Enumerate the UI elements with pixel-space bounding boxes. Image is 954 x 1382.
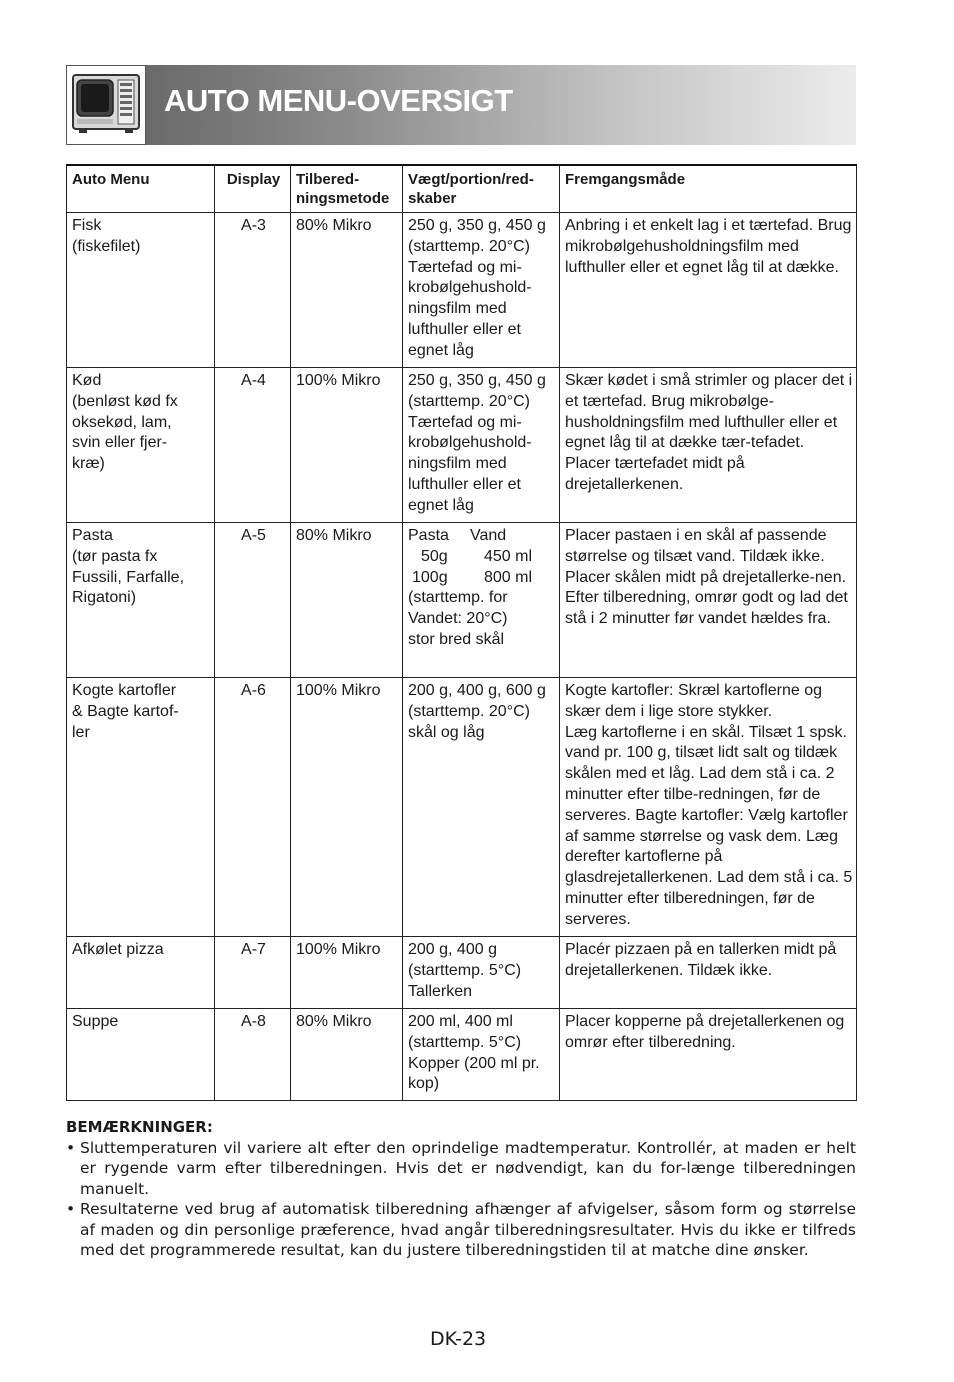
note-text: Sluttemperaturen vil variere alt efter den oprindelige madtemperatur. Kontrollér, at maden er helt er rygende varm efter tilberedningen. Hvis det er nødvendigt, kan du for-længe tilberedningen manuelt. [80,1138,856,1198]
pasta-amount: 50g [421,547,448,565]
display-code-cell: A-3 [215,213,291,368]
method-cell: 80% Mikro [291,1009,403,1101]
table-row [67,937,857,1009]
note-text: Resultaterne ved brug af automatisk tilberedning afhænger af afvigelser, såsom form og størrelse af maden og din personlige præference, hvad angår tilberedningsresultater. Hvis du ikke er tilfreds med det programmerede resultat, kan du justere tilberedningstiden til at matche dine ønsker. [80,1200,856,1259]
microwave-icon [66,65,146,145]
bullet-icon: • [66,1200,76,1218]
weight-cell: 200 g, 400 g, 600 g (starttemp. 20°C) skål og låg [403,678,560,937]
method-cell: 80% Mikro [291,213,403,368]
procedure-cell: Placer kopperne på drejetallerkenen og omrør efter tilberedning. [560,1009,857,1101]
procedure-cell: Placér pizzaen på en tallerken midt på drejetallerkenen. Tildæk ikke. [560,937,857,1009]
display-code-cell: A-7 [215,937,291,1009]
list-item [66,1199,856,1261]
column-header-display: Display [215,165,291,213]
menu-name-cell: Pasta (tør pasta fx Fussili, Farfalle, Rigatoni) [67,523,215,678]
weight-cell [403,523,560,678]
table-row [67,523,857,678]
auto-menu-table [66,164,857,1101]
procedure-cell: Kogte kartofler: Skræl kartoflerne og skær dem i lige store stykker. Læg kartoflerne i en skål. Tilsæt 1 spsk. vand pr. 100 g, tilsæt lidt salt og tildæk skålen med et låg. Lad dem stå i ca. 2 minutter efter tilbe-redningen, før de serveres. Bagte kartofler: Vælg kartofler af samme størrelse og vask dem. Læg derefter kartoflerne på glasdrejetallerkenen. Lad dem stå i ca. 5 minutter efter tilberedningen, før de serveres. [560,678,857,937]
table-row [67,678,857,937]
section-header [66,65,856,145]
menu-name-cell: Kogte kartofler & Bagte kartof- ler [67,678,215,937]
method-cell: 80% Mikro [291,523,403,678]
notes-list [66,1138,856,1261]
weight-note: (starttemp. for Vandet: 20°C) stor bred skål [408,589,508,648]
procedure-cell: Skær kødet i små strimler og placer det i et tærtefad. Brug mikrobølge-husholdningsfilm med lufthuller eller et egnet låg til at dække tær-tefadet. Placer tærtefadet midt på drejetallerkenen. [560,368,857,523]
weight-cell: 200 g, 400 g (starttemp. 5°C) Tallerken [403,937,560,1009]
page-title: AUTO MENU-OVERSIGT [164,83,513,118]
display-code-cell: A-4 [215,368,291,523]
notes-title: BEMÆRKNINGER: [66,1118,213,1136]
pasta-amount: 100g [412,568,448,586]
display-code-cell: A-8 [215,1009,291,1101]
pasta-water-table [408,526,556,588]
menu-name-cell: Kød (benløst kød fx oksekød, lam, svin eller fjer- kræ) [67,368,215,523]
column-header-auto-menu: Auto Menu [67,165,215,213]
method-cell: 100% Mikro [291,368,403,523]
water-header: Vand [470,527,507,544]
water-amount: 800 ml [484,568,533,586]
page-number: DK-23 [430,1328,487,1350]
procedure-cell: Anbring i et enkelt lag i et tærtefad. Brug mikrobølgehusholdningsfilm med lufthuller eller et egnet låg til at dække. [560,213,857,368]
bullet-icon: • [66,1138,76,1157]
method-cell: 100% Mikro [291,678,403,937]
column-header-procedure: Fremgangsmåde [560,165,857,213]
water-amount: 450 ml [484,547,533,565]
procedure-cell: Placer pastaen i en skål af passende størrelse og tilsæt vand. Tildæk ikke. Placer skålen midt på drejetallerke-nen. Efter tilberedning, omrør godt og lad det stå i 2 minutter før vandet hældes fra. [560,523,857,678]
display-code-cell: A-6 [215,678,291,937]
method-cell: 100% Mikro [291,937,403,1009]
pasta-header: Pasta [408,527,449,544]
menu-name-cell: Fisk (fiskefilet) [67,213,215,368]
display-code-cell: A-5 [215,523,291,678]
notes-section [66,1117,856,1261]
table-row [67,368,857,523]
list-item [66,1138,856,1200]
weight-cell: 250 g, 350 g, 450 g (starttemp. 20°C) Tærtefad og mi- krobølgehushold- ningsfilm med lufthuller eller et egnet låg [403,368,560,523]
column-header-weight: Vægt/portion/red- skaber [403,165,560,213]
table-row [67,1009,857,1101]
table-row [67,213,857,368]
weight-cell: 250 g, 350 g, 450 g (starttemp. 20°C) Tærtefad og mi- krobølgehushold- ningsfilm med lufthuller eller et egnet låg [403,213,560,368]
column-header-method: Tilbered- ningsmetode [291,165,403,213]
weight-cell: 200 ml, 400 ml (starttemp. 5°C) Kopper (200 ml pr. kop) [403,1009,560,1101]
menu-name-cell: Suppe [67,1009,215,1101]
menu-name-cell: Afkølet pizza [67,937,215,1009]
table-header-row [67,165,857,213]
